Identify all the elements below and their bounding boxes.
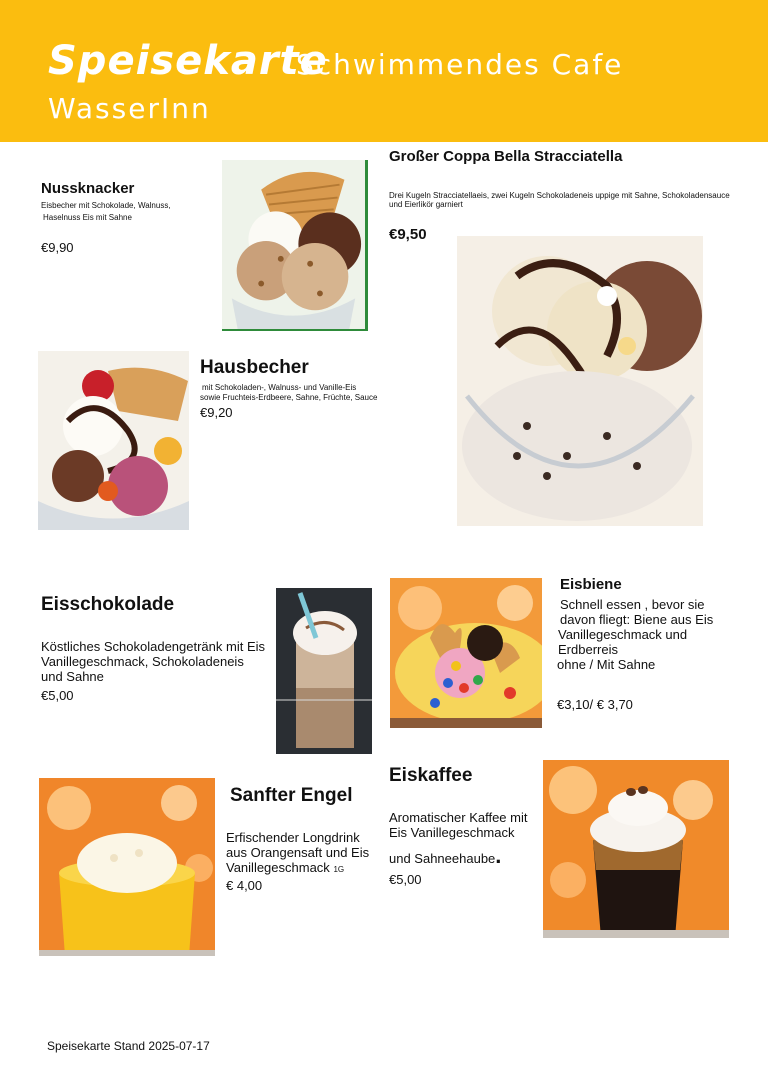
photo-eisschokolade bbox=[276, 588, 372, 754]
header-subtitle-name: WasserInn bbox=[48, 92, 211, 125]
item-price-engel: € 4,00 bbox=[226, 878, 263, 893]
item-desc-engel-2: aus Orangensaft und Eis bbox=[226, 845, 370, 860]
photo-nussknacker bbox=[222, 160, 368, 331]
photo-eiskaffee bbox=[543, 760, 729, 938]
item-title-eisbiene: Eisbiene bbox=[560, 576, 622, 593]
item-desc-eisbiene-4: Erdberreis bbox=[558, 642, 618, 657]
photo-eisbiene bbox=[390, 578, 542, 728]
item-desc-eisschokolade-1: Köstliches Schokoladengetränk mit Eis bbox=[41, 639, 266, 654]
photo-hausbecher bbox=[38, 351, 189, 530]
item-desc-eiskaffee-3-text: und Sahneehaube bbox=[389, 851, 496, 866]
item-title-eisschokolade: Eisschokolade bbox=[41, 594, 175, 615]
item-price-eisbiene: €3,10/ € 3,70 bbox=[557, 697, 633, 712]
item-title-eiskaffee: Eiskaffee bbox=[389, 765, 473, 786]
item-title-engel: Sanfter Engel bbox=[230, 785, 353, 806]
item-price-eiskaffee: €5,00 bbox=[389, 872, 422, 887]
item-desc-hausbecher-2: sowie Fruchteis-Erdbeere, Sahne, Früchte, Sauce bbox=[200, 393, 378, 402]
item-desc-engel-note: 1G bbox=[333, 865, 345, 874]
item-desc-engel-3 bbox=[226, 860, 344, 877]
item-price-eisschokolade: €5,00 bbox=[41, 688, 74, 703]
item-desc-eisbiene-2: davon fliegt: Biene aus Eis bbox=[560, 612, 714, 627]
item-desc-coppa-1: Drei Kugeln Stracciatellaeis, zwei Kugeln Schokoladeneis uppige mit Sahne, Schokoladensauce bbox=[389, 191, 730, 200]
footer-stand: Speisekarte Stand 2025-07-17 bbox=[47, 1039, 210, 1053]
item-desc-hausbecher-1: mit Schokoladen-, Walnuss- und Vanille-Eis bbox=[202, 383, 357, 392]
brand-title: Speisekarte bbox=[48, 38, 328, 84]
item-desc-nussknacker-1: Eisbecher mit Schokolade, Walnuss, bbox=[41, 201, 171, 210]
item-price-nussknacker: €9,90 bbox=[41, 240, 74, 255]
item-desc-eiskaffee-2: Eis Vanillegeschmack bbox=[389, 825, 515, 840]
item-desc-engel-3-text: Vanillegeschmack bbox=[226, 860, 330, 875]
item-title-hausbecher: Hausbecher bbox=[200, 357, 309, 378]
item-desc-eisschokolade-3: und Sahne bbox=[41, 669, 104, 684]
item-desc-eisschokolade-2: Vanillegeschmack, Schokoladeneis bbox=[41, 654, 244, 669]
item-desc-coppa-2: und Eierlikör garniert bbox=[389, 200, 463, 209]
header-banner bbox=[0, 0, 768, 142]
item-desc-eisbiene-3: Vanillegeschmack und bbox=[558, 627, 688, 642]
photo-coppa bbox=[457, 236, 703, 526]
item-desc-eiskaffee-3 bbox=[389, 843, 502, 868]
item-title-coppa: Großer Coppa Bella Stracciatella bbox=[389, 148, 623, 165]
item-desc-eiskaffee-1: Aromatischer Kaffee mit bbox=[389, 810, 528, 825]
header-subtitle-cafe: Schwimmendes Cafe bbox=[296, 48, 624, 81]
item-title-nussknacker: Nussknacker bbox=[41, 180, 135, 197]
item-desc-eisbiene-1: Schnell essen , bevor sie bbox=[560, 597, 705, 612]
item-price-hausbecher: €9,20 bbox=[200, 405, 233, 420]
photo-engel bbox=[39, 778, 215, 956]
item-desc-eiskaffee-dot: . bbox=[495, 843, 502, 868]
item-desc-eisbiene-5: ohne / Mit Sahne bbox=[557, 657, 656, 672]
item-price-coppa: €9,50 bbox=[389, 226, 427, 243]
item-desc-nussknacker-2: Haselnuss Eis mit Sahne bbox=[43, 213, 132, 222]
item-desc-engel-1: Erfischender Longdrink bbox=[226, 830, 360, 845]
